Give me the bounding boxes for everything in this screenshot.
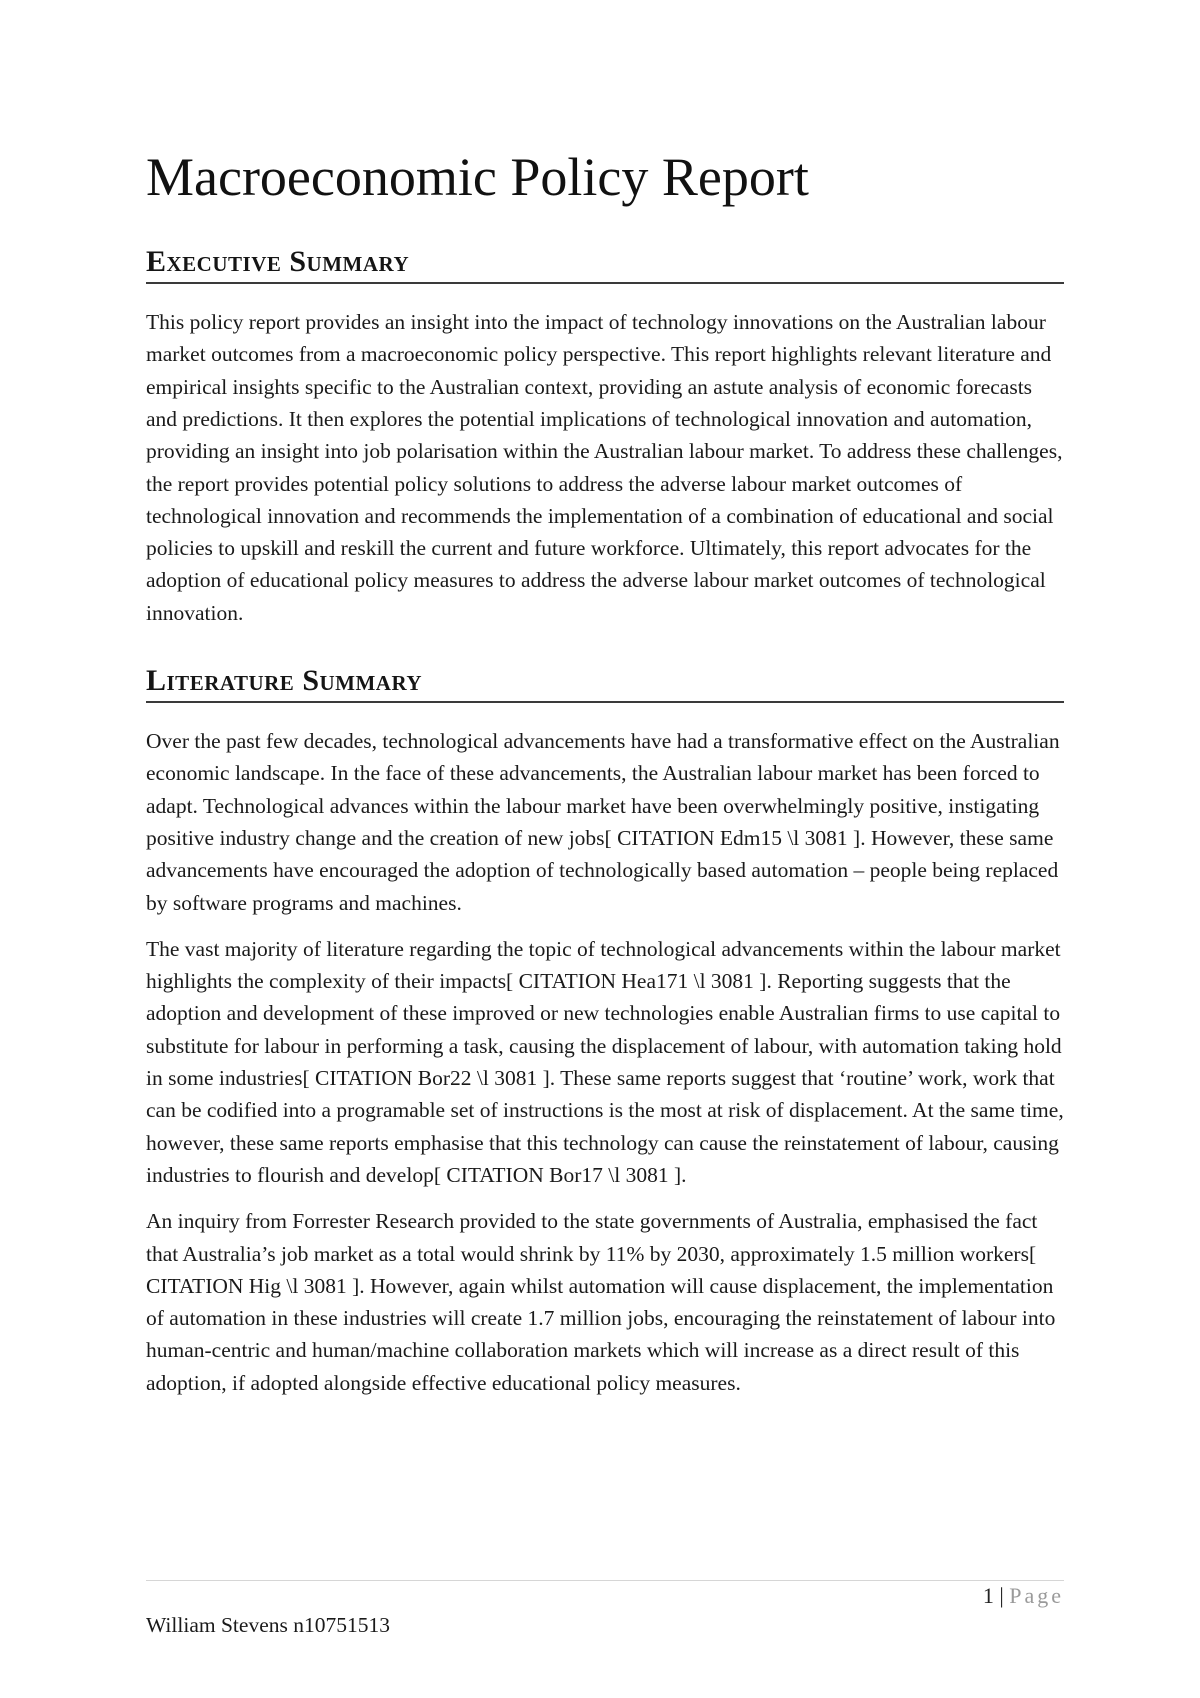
footer-author: William Stevens n10751513 xyxy=(146,1613,390,1637)
document-body xyxy=(146,146,1064,1433)
literature-paragraph-2: The vast majority of literature regarding the topic of technological advancements within the labour market highlights the complexity of their impacts[ CITATION Hea171 \l 3081 ]. Reporting suggests that the adoption and development of these improved or new technologies enable Australian firms to use capital to substitute for labour in performing a task, causing the displacement of labour, with automation taking hold in some industries[ CITATION Bor22 \l 3081 ]. These same reports suggest that ‘routine’ work, work that can be codified into a programable set of instructions is the most at risk of displacement. At the same time, however, these same reports emphasise that this technology can cause the reinstatement of labour, causing industries to flourish and develop[ CITATION Bor17 \l 3081 ]. xyxy=(146,936,1064,1187)
executive-summary-heading: Executive Summary xyxy=(146,244,1064,284)
literature-paragraph-1: Over the past few decades, technological advancements have had a transformative effect on the Australian economic landscape. In the face of these advancements, the Australian labour market has been forced to adapt. Technological advances within the labour market have been overwhelmingly positive, instigating positive industry change and the creation of new jobs[ CITATION Edm15 \l 3081 ]. However, these same advancements have encouraged the adoption of technologically based automation – people being replaced by software programs and machines. xyxy=(146,729,1060,915)
literature-paragraph-3: An inquiry from Forrester Research provided to the state governments of Australia, emphasised the fact that Australia’s job market as a total would shrink by 11% by 2030, approximately 1.5 million workers[ CITATION Hig \l 3081 ]. However, again whilst automation will cause displacement, the implementation of automation in these industries will create 1.7 million jobs, encouraging the reinstatement of labour into human-centric and human/machine collaboration markets which will increase as a direct result of this adoption, if adopted alongside effective educational policy measures. xyxy=(146,1209,1056,1395)
page-number-separator: | xyxy=(999,1583,1004,1608)
page-label: Page xyxy=(1009,1583,1064,1608)
document-title: Macroeconomic Policy Report xyxy=(146,147,809,207)
literature-summary-section xyxy=(146,663,1064,1399)
footer-divider xyxy=(146,1580,1064,1581)
page-number xyxy=(983,1583,1064,1609)
page-number-value: 1 xyxy=(982,1583,994,1608)
literature-summary-heading: Literature Summary xyxy=(146,663,1064,703)
executive-summary-paragraph: This policy report provides an insight into the impact of technology innovations on the Australian labour market outcomes from a macroeconomic policy perspective. This report highlights relevant literature and empirical insights specific to the Australian context, providing an astute analysis of economic forecasts and predictions. It then explores the potential implications of technological innovation and automation, providing an insight into job polarisation within the Australian labour market. To address these challenges, the report provides potential policy solutions to address the adverse labour market outcomes of technological innovation and recommends the implementation of a combination of educational and social policies to upskill and reskill the current and future workforce. Ultimately, this report advocates for the adoption of educational policy measures to address the adverse labour market outcomes of technological innovation. xyxy=(146,310,1063,625)
executive-summary-section xyxy=(146,244,1064,629)
